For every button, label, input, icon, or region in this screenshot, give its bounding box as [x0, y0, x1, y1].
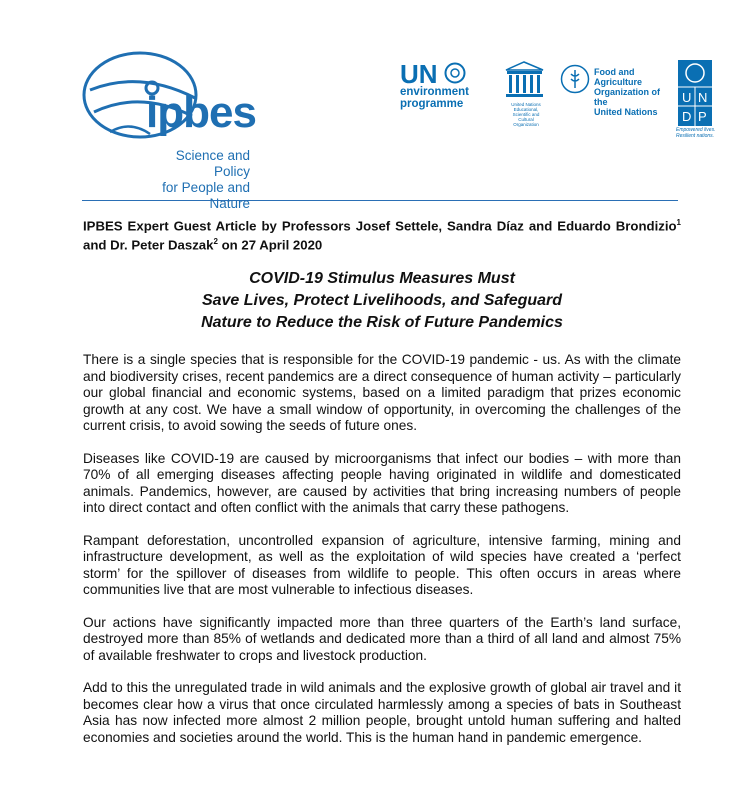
footnote-ref: 2: [213, 237, 218, 247]
unesco-temple-icon: [502, 60, 547, 102]
byline-text: IPBES Expert Guest Article by Professors Josef Settele, Sandra Díaz and Eduardo Brondizio: [83, 218, 677, 234]
paragraph: There is a single species that is responsible for the COVID-19 pandemic - us. As with the climate and biodiversity crises, recent pandemics are a direct consequence of human activity – particularly our global financial and economic systems, based on a limited paradigm that prizes economic growth at any cost. We have a small window of opportunity, in overcoming the challenges of the current crisis, to avoid sowing the seeds of future ones.: [83, 352, 681, 433]
paragraph: Add to this the unregulated trade in wild animals and the explosive growth of global air travel and it becomes clear how a virus that once circulated harmlessly among a species of bats in Southeast Asia has now infected more almost 2 million people, brought untold human suffering and halted economies and societies around the world. This is the human hand in pandemic emergence.: [83, 680, 681, 745]
fao-emblem-icon: [560, 64, 590, 94]
fao-line: United Nations: [594, 107, 658, 117]
svg-text:P: P: [698, 109, 707, 124]
article-byline: [83, 215, 681, 254]
unep-line: programme: [400, 98, 464, 110]
fao-caption: [594, 67, 674, 117]
unep-line: environment: [400, 86, 470, 98]
unesco-caption: United Nations Educational, Scientific and Cultural Organization: [511, 102, 541, 127]
unep-un-text: UN: [400, 59, 438, 89]
paragraph: Diseases like COVID-19 are caused by microorganisms that infect our bodies – with more than 70% of all emerging diseases affecting people having originated in wildlife and domesticated animals. Pandemics, however, are caused by activities that bring increasing numbers of people into direct contact and often conflict with the animals that carry these pathogens.: [83, 450, 681, 515]
article-title: [83, 268, 681, 334]
paragraph: Our actions have significantly impacted more than three quarters of the Earth’s land surface, destroyed more than 85% of wetlands and dedicated more than a third of all land and almost 75% of available freshwater to crops and livestock production.: [83, 614, 681, 663]
byline-text: and Dr. Peter Daszak: [83, 237, 214, 253]
fao-line: Food and Agriculture: [594, 67, 643, 87]
paragraph: Rampant deforestation, uncontrolled expansion of agriculture, intensive farming, mining and infrastructure development, as well as the exploitation of wild species have created a ‘perfect storm’ for the spillover of diseases from wildlife to people. This often occurs in areas where communities live that are most vulnerable to infectious diseases.: [83, 532, 681, 597]
title-line: COVID-19 Stimulus Measures Must: [249, 270, 515, 287]
undp-tagline: Empowered lives. Resilient nations.: [676, 127, 716, 139]
ipbes-tagline: [140, 148, 250, 212]
footnote-ref: 1: [676, 218, 681, 227]
svg-text:N: N: [698, 90, 708, 105]
ipbes-tagline-line: for People and Nature: [162, 180, 250, 211]
title-line: Nature to Reduce the Risk of Future Pandemics: [201, 314, 563, 331]
ipbes-wordmark: ipbes: [146, 88, 256, 137]
fao-line: Organization of the: [594, 87, 660, 107]
logo-header: [0, 0, 752, 211]
header-divider: [82, 200, 678, 201]
byline-text: on 27 April 2020: [217, 237, 323, 253]
svg-text:U: U: [682, 90, 692, 105]
un-environment-logo: [400, 59, 480, 122]
un-emblem-icon: [444, 62, 466, 84]
title-line: Save Lives, Protect Livelihoods, and Safeguard: [201, 292, 563, 309]
undp-logo-icon: [678, 60, 712, 126]
svg-text:D: D: [682, 109, 692, 124]
article-body: [83, 352, 681, 762]
ipbes-tagline-line: Science and Policy: [175, 148, 250, 179]
